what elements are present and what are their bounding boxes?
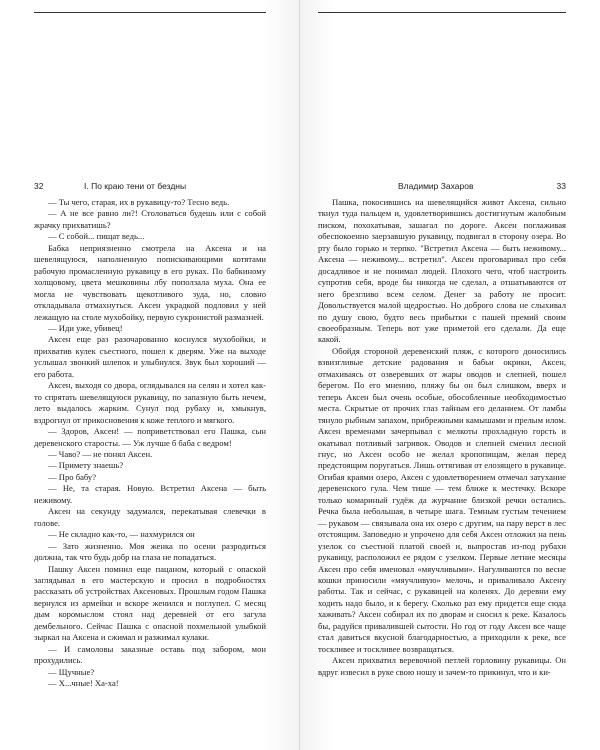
- paragraph: — Иди уже, убивец!: [48, 322, 123, 333]
- left-running-head: [34, 180, 264, 193]
- paragraph: Аксен еще раз разочарованно коснулся мухобойки, и прихватив кулек съестного, пошел к дверям. Уже на выходе услышал звонкий шлепок и улыбнулся. Звук был хороший — его работа.: [34, 334, 266, 379]
- paragraph: Пашку Аксен помнил еще пацаном, который с опаской заглядывал в его мастерскую и просил в подробностях рассказать об устройствах Аксеновых. Прошлым годом Пашка вернулся из армейки и вскоре женился и поглупел. С месяц дым коромыслом стоял над деревней от его загула дембельного. Сейчас Пашка с опасной похмельной улыбкой зыркал на Аксена и сжимал и разжимал кулаки.: [34, 563, 266, 643]
- paragraph: — Ты чего, старая, их в рукавицу-то? Тесно ведь.: [48, 197, 230, 207]
- paragraph: — Чаво? — не понял Аксен.: [48, 448, 153, 459]
- paragraph: — С собой... пищат ведь...: [48, 231, 145, 242]
- paragraph: — А не все равно ли?! Столоваться будешь или с собой жрачку прихватишь?: [34, 208, 266, 230]
- paragraph: — Зато жизненно. Моя женка по осени разродиться должна, так что будь добр на глаза не попадаться.: [34, 540, 266, 563]
- right-page-number: 33: [556, 181, 566, 191]
- right-text-column: [318, 197, 566, 678]
- paragraph: — Не, та старая. Новую. Встретил Аксена — быть неживому.: [34, 483, 266, 505]
- right-header-rule: [318, 12, 566, 13]
- paragraph: — Не складно как-то, — нахмурился он: [48, 529, 195, 540]
- paragraph: Обойдя стороной деревенский пляж, с которого доносились взвизгливые детские радования и бабьи окрики, Аксен, отмахиваясь от озверевших от жары оводов и слепней, пошел берегом. По его мнению, пляжу бы он был слишком, вверх и теперь Аксен был очень особые, обособленные необходимостью места. Скрытые от прочих глаз тайным его деланием. От ламбы тянуло рыбным запахом, прибрежными камышами и прелым илом. Аксен временами зачерпывал с мелкоты прохладную горсть и окатывал потливый загривок. Оводов и слепней сменил лесной гнус, но Аксен особо не желал кропопищам, желая перед предстоящим поругаться. Лишь оттягивая от елозящего в рукавице. Огибая краями озеро, Аксен с удовлетворением отмечал затухание деревенского гула. Чем тише — тем ближе к местечку. Вскоре только комариный гудёж да журчание близкой речки остались. Речка была небольшая, в четыре шага. Темным густым течением — рукавом — связывала она их озеро с другим, на пару верст в лес отстоящим. Заповедно и упрочено для себя Аксен отложил на пень узелок со съестной платой своей и, выпростав из-под рубахи рукавицу, расположил ее рядом с узелком. Первые летние месяцы Аксен про себя именовал «мяучливыми». Нагуливаются по весне кошки приносили «мяучливую» мелочь, и приваливало Аксену работы. Так и сейчас, с рукавицей на коленях. До деревни ему ходить надо было, и к берегу. Сколько раз ему придется еще сюда хаживать? Аксен собирал их по дворам и сносил к реке. Казалось бы, радуйся привалившей сытости. Но год от году Аксен все чаще стал давиться вкусной благодарностью, а приходили к реке, все тоскливее и тоскливее возвращаться.: [318, 345, 566, 654]
- left-running-title: I. По краю тени от бездны: [84, 181, 187, 191]
- paragraph: Аксен, выходя со двора, оглядывался на селян и хотел как-то спрятать шевелящуюся рукавицу, по запазную быть нечем, лето выдалось жарким. Сунул под рубаху и, хмыкнув, вздрогнул от прикосновения к коже теплого и мягкого.: [34, 380, 266, 425]
- paragraph: Пашка, покосившись на шевелящийся живот Аксена, сильно ткнул туда пальцем и, удовлетворившись достигнутым жалобным писком, похохатывая, зашагал по дороге. Аксен поглаживая обеспокоенно заерзавшую рукавицу, подвигал в сторону озера. Во рту было горько и терпко. "Встретил Аксена — быть неживому... Аксена — неживому... встретил". Аксен проговаривал про себя досадливое и не понимал людей. Плохого чего, чтоб настроить супротив себя, вроде бы никогда не сделал, а отшатываются от него брезгливо всем селом. Денег за работу не просит. Довольствуется малой щедростью. Но доброго слова не слыхивал по душу свою, будто весь прибытки с пашей премий своим своеобразным. Теперь вот уже приметой его сделали. Да еще какой.: [318, 197, 566, 345]
- paragraph: — Х...чные! Ха-ха!: [48, 678, 119, 689]
- paragraph: — И самоловы заказные оставь под забором, мон прохудились.: [34, 643, 266, 666]
- left-text-column: [34, 197, 266, 689]
- paragraph: — Здоров, Аксен! — поприветствовал его Пашка, сын деревенского старосты. — Уж лучше б баба с ведром!: [34, 426, 266, 448]
- right-running-head: [318, 180, 566, 193]
- paragraph: Бабка неприязненно смотрела на Аксена и на шевелящуюся, наполненную попискивающими котятами рабочую промасленную рукавицу в его руках. По бабкиному холщовому, цвета мешковины лбу поползала муха. Она ее могла не чувствовать щекотливого зуда, но, словно откладывала отмахнуться. Аксен украдкой подловил у ней лежащую на столе мухобойку, первую сукронистой размазней.: [34, 242, 266, 322]
- paragraph: — Про бабу?: [48, 471, 97, 482]
- left-page-number: 32: [34, 181, 44, 191]
- left-header-rule: [34, 12, 266, 13]
- paragraph: Аксен прихватил веревочной петлей горловину рукавицы. Он вдруг извесил в руке свою ношу и зачем-то прикинул, что и ки-: [318, 655, 566, 677]
- right-page: [300, 0, 600, 750]
- right-running-title: Владимир Захаров: [398, 181, 474, 191]
- paragraph: — Щучные?: [48, 666, 95, 677]
- paragraph: Аксен на секунду задумался, перекатывая слевечки в голове.: [34, 506, 266, 528]
- paragraph: — Примету знаешь?: [48, 460, 124, 471]
